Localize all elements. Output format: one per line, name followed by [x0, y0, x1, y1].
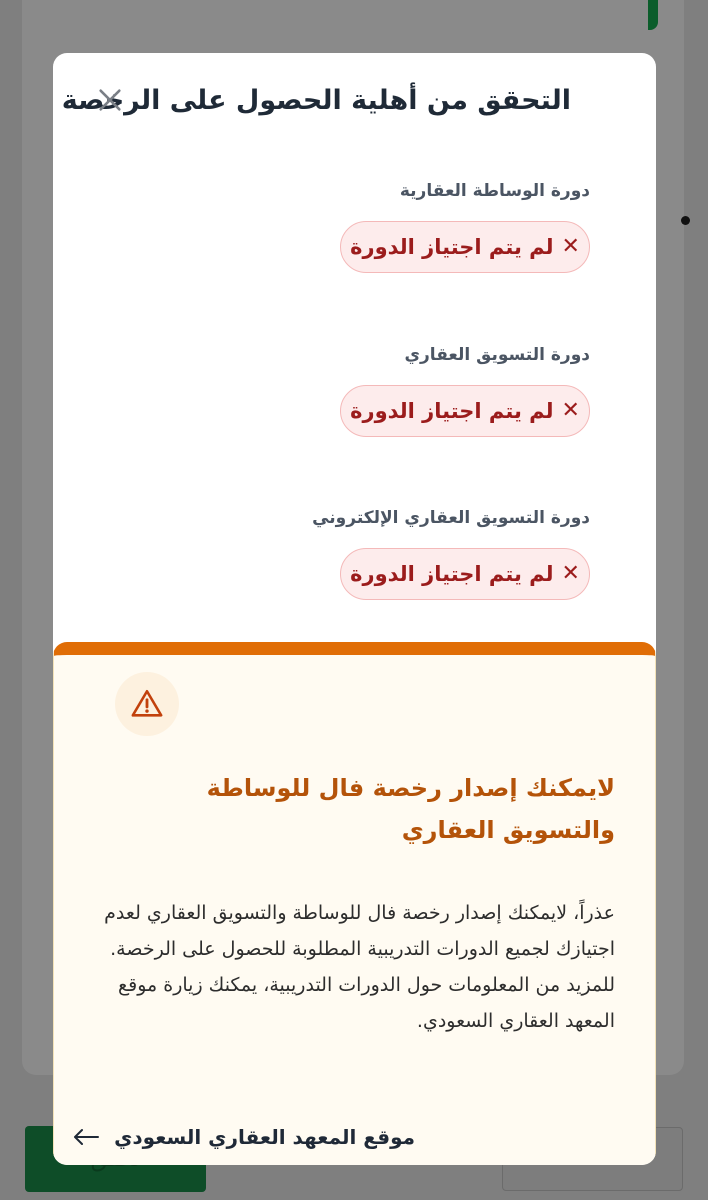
warning-icon [130, 687, 164, 721]
arrow-left-icon [72, 1127, 100, 1147]
eligibility-modal [53, 53, 656, 1165]
course-title: دورة التسويق العقاري الإلكتروني [312, 508, 590, 528]
modal-header [53, 83, 656, 133]
course-item [93, 345, 590, 423]
status-text: لم يتم اجتياز الدورة [350, 562, 554, 586]
close-button[interactable] [93, 83, 127, 117]
status-badge [340, 221, 590, 273]
background-bullet [681, 216, 690, 225]
alert-title: لايمكنك إصدار رخصة فال للوساطة والتسويق العقاري [206, 774, 615, 844]
warning-alert [53, 642, 656, 1165]
x-icon: ✕ [561, 234, 580, 259]
course-item [93, 181, 590, 259]
course-item [93, 508, 590, 586]
status-text: لم يتم اجتياز الدورة [350, 399, 554, 423]
alert-body: عذراً، لايمكنك إصدار رخصة فال للوساطة والتسويق العقاري لعدم اجتيازك لجميع الدورات التدريبية المطلوبة للحصول على الرخصة. للمزيد من المعلومات حول الدورات التدريبية، يمكنك زيارة موقع المعهد العقاري السعودي. [104, 902, 615, 1032]
institute-link[interactable] [72, 1125, 415, 1149]
status-badge [340, 548, 590, 600]
close-icon [96, 86, 124, 114]
modal-title: التحقق من أهلية الحصول على الرخصة [61, 85, 571, 116]
course-title: دورة التسويق العقاري [404, 345, 590, 365]
x-icon: ✕ [561, 561, 580, 586]
status-badge [340, 385, 590, 437]
course-title: دورة الوساطة العقارية [399, 181, 590, 201]
x-icon: ✕ [561, 398, 580, 423]
institute-link-label: موقع المعهد العقاري السعودي [114, 1125, 415, 1149]
status-text: لم يتم اجتياز الدورة [350, 235, 554, 259]
background-green-strip [648, 0, 658, 30]
warning-icon-wrap [115, 672, 179, 736]
